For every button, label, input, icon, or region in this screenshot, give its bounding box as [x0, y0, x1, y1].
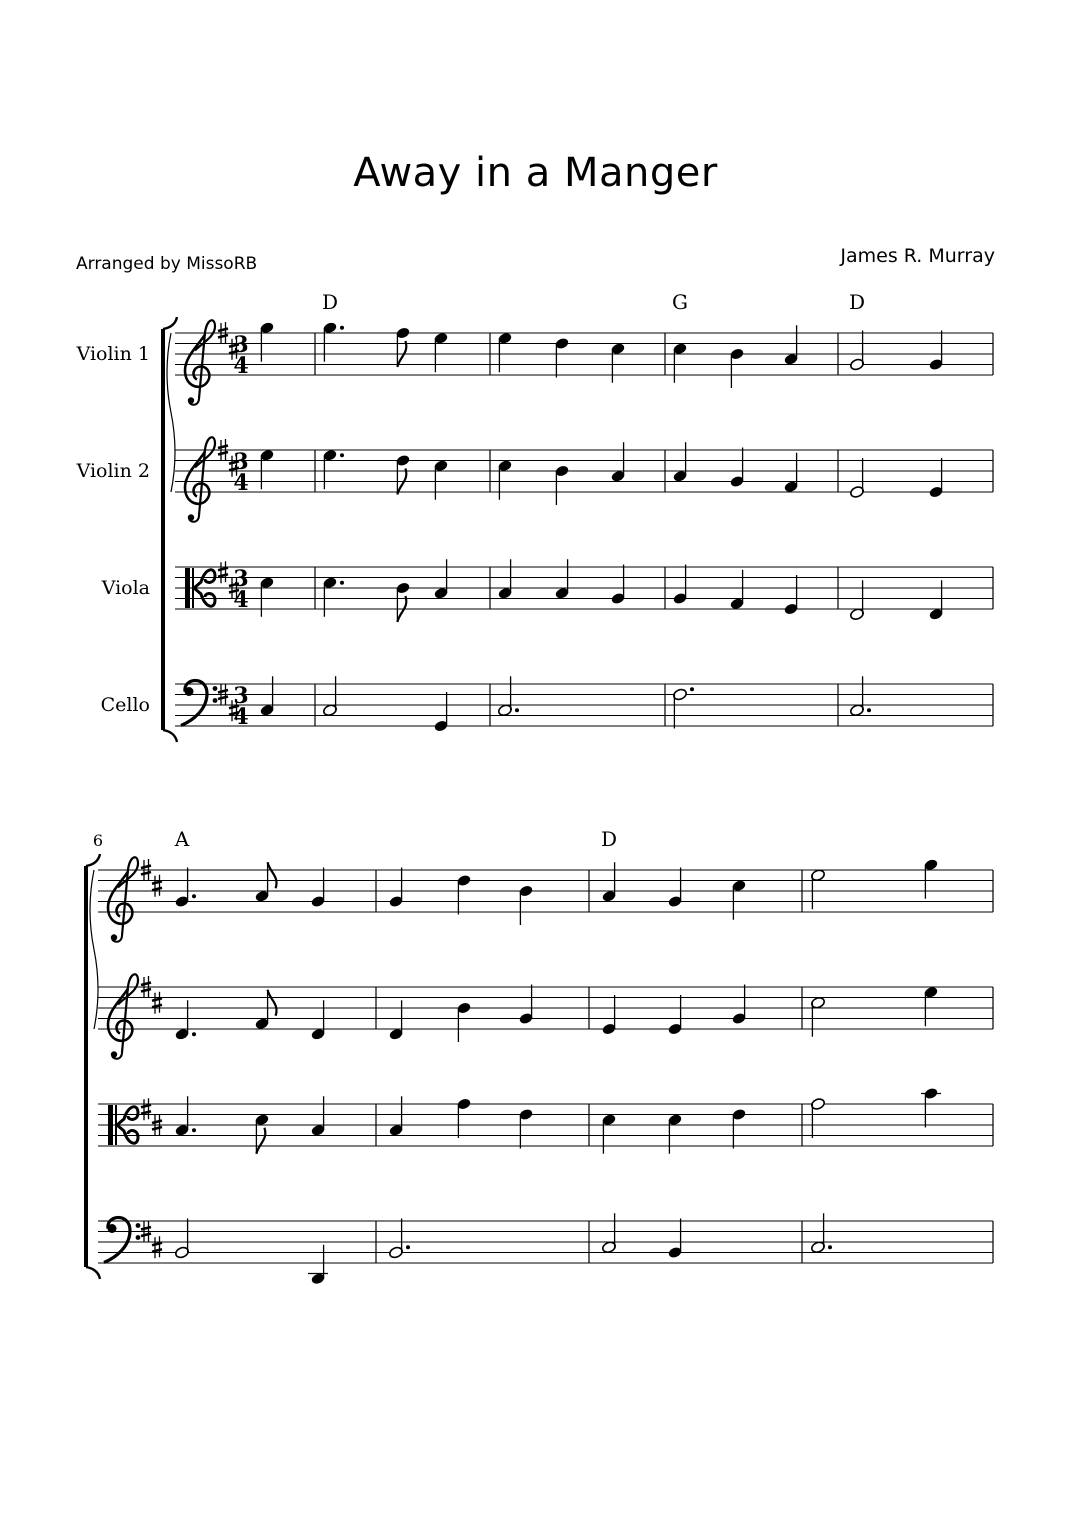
staff-violin-1-dot [192, 894, 196, 898]
time-signature-unit: 4 [233, 353, 249, 379]
sharp-c-icon [152, 875, 162, 897]
bracket-bottom-hook [86, 1267, 100, 1279]
bracket-top-hook [163, 317, 177, 329]
staff-cello-dot [828, 1245, 832, 1249]
time-signature-beats: 3 [233, 683, 249, 709]
system-bracket [161, 329, 165, 730]
time-signature-beats: 3 [233, 332, 249, 358]
chord-symbol: D [321, 290, 339, 314]
instrument-label-violin-1: Violin 1 [76, 343, 150, 365]
bass-clef-icon [181, 681, 217, 726]
time-signature-beats: 3 [233, 449, 249, 475]
staff-cello-dot [690, 687, 694, 691]
staff-viola-eighth-flag [256, 1128, 265, 1154]
sharp-c-icon [152, 1236, 162, 1258]
chord-symbol: G [672, 290, 688, 314]
bracket-top-hook [86, 854, 100, 866]
staff-violin-2-dot [192, 1032, 196, 1036]
arranger-credit: Arranged by MissoRB [76, 254, 258, 274]
staff-violin-1-eighth-flag [268, 862, 277, 888]
composer-credit: James R. Murray [840, 245, 995, 267]
measure-number: 6 [92, 831, 104, 850]
staff-violin-2-eighth-flag [268, 990, 277, 1016]
sharp-f-icon [141, 1098, 151, 1120]
staff-viola-dot [340, 581, 344, 585]
time-signature-unit: 4 [233, 470, 249, 496]
chord-symbol: D [848, 290, 866, 314]
bracket-bottom-hook [163, 730, 177, 742]
staff-cello-dot [406, 1245, 410, 1249]
score-title: Away in a Manger [353, 150, 718, 196]
sharp-c-icon [152, 992, 162, 1014]
staff-cello-dot [867, 708, 871, 712]
violin-brace [90, 870, 98, 1029]
instrument-label-violin-2: Violin 2 [76, 460, 150, 482]
time-signature-unit: 4 [233, 587, 249, 613]
staff-viola-dot [192, 1128, 196, 1132]
staff-cello-dot [515, 708, 519, 712]
system-bracket [84, 866, 88, 1267]
instrument-label-viola: Viola [101, 577, 150, 599]
instrument-label-cello: Cello [100, 694, 150, 716]
sharp-f-icon [218, 561, 228, 583]
chord-symbol: D [600, 827, 618, 851]
staff-violin-2-dot [340, 453, 344, 457]
violin-brace [167, 333, 175, 492]
staff-violin-1-dot [340, 326, 344, 330]
bass-clef-icon [104, 1218, 140, 1263]
time-signature-beats: 3 [233, 566, 249, 592]
time-signature-unit: 4 [233, 704, 249, 730]
chord-symbol: A [174, 827, 190, 851]
